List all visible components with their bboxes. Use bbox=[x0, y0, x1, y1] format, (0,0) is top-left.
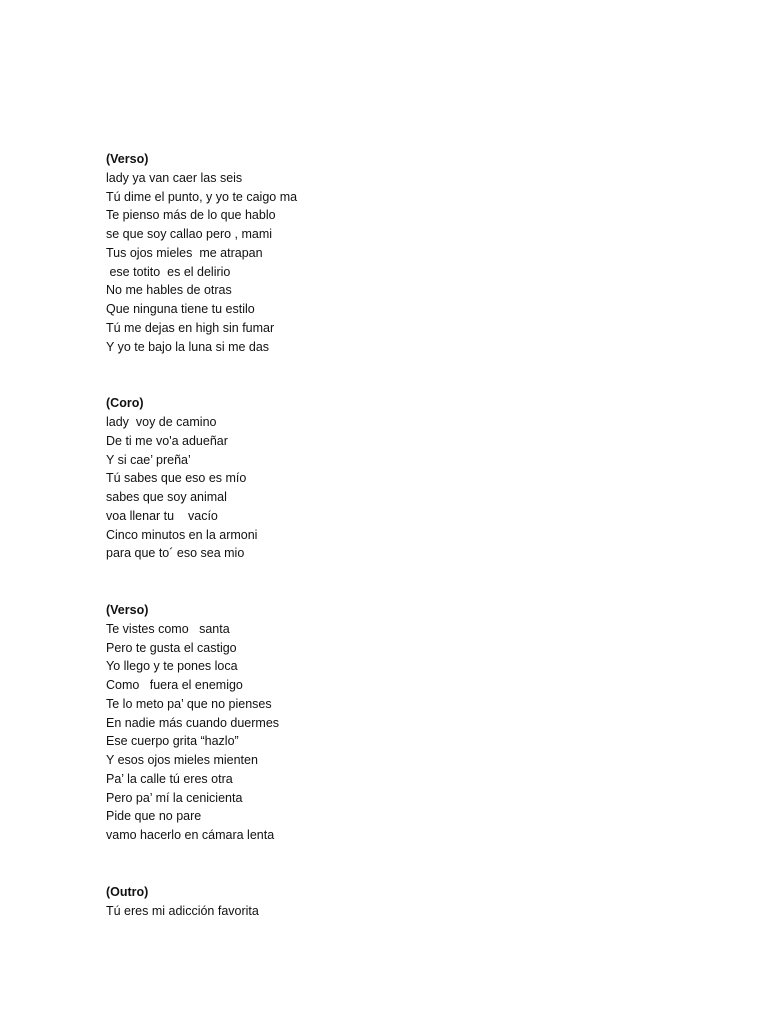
lyric-line: Tus ojos mieles me atrapan bbox=[106, 245, 263, 260]
section-heading: (Verso) bbox=[106, 603, 149, 617]
section-heading: (Outro) bbox=[106, 884, 149, 899]
section-spacer bbox=[106, 845, 706, 883]
section-heading: (Verso) bbox=[106, 152, 149, 166]
section-spacer bbox=[106, 356, 706, 394]
lyric-line: Tú sabes que eso es mío bbox=[106, 471, 247, 486]
lyric-line: lady ya van caer las seis bbox=[106, 170, 243, 185]
lyric-line: Pero pa’ mí la cenicienta bbox=[106, 790, 243, 805]
lyric-line: Tú me dejas en high sin fumar bbox=[106, 320, 275, 335]
lyric-line: Pa’ la calle tú eres otra bbox=[106, 771, 233, 786]
lyric-line: Y esos ojos mieles mienten bbox=[106, 753, 258, 767]
lyric-line: Te vistes como santa bbox=[106, 621, 230, 636]
lyric-line: Como fuera el enemigo bbox=[106, 678, 243, 692]
lyric-line: Pide que no pare bbox=[106, 809, 202, 824]
lyric-line: Y yo te bajo la luna si me das bbox=[106, 339, 270, 354]
lyric-line: Te pienso más de lo que hablo bbox=[106, 208, 276, 223]
lyric-line: No me hables de otras bbox=[106, 283, 232, 298]
lyrics-section-chorus bbox=[106, 394, 706, 563]
lyric-line: lady voy de camino bbox=[106, 415, 217, 429]
section-heading: (Coro) bbox=[106, 396, 144, 411]
lyric-line: Cinco minutos en la armoni bbox=[106, 527, 258, 542]
lyric-line: sabes que soy animal bbox=[106, 490, 227, 504]
lyric-line: voa llenar tu vacío bbox=[106, 508, 218, 523]
lyric-line: se que soy callao pero , mami bbox=[106, 227, 273, 241]
lyric-line: Tú dime el punto, y yo te caigo ma bbox=[106, 189, 298, 204]
lyric-line: Pero te gusta el castigo bbox=[106, 640, 237, 655]
lyric-line: vamo hacerlo en cámara lenta bbox=[106, 828, 275, 842]
document-page bbox=[106, 150, 706, 920]
lyrics-section-verse-1 bbox=[106, 150, 706, 356]
lyric-line: Que ninguna tiene tu estilo bbox=[106, 302, 255, 316]
lyric-line: Tú eres mi adicción favorita bbox=[106, 903, 259, 918]
lyrics-section-verse-2 bbox=[106, 601, 706, 845]
lyric-line: Yo llego y te pones loca bbox=[106, 659, 238, 674]
lyric-line: Ese cuerpo grita “hazlo” bbox=[106, 734, 239, 749]
section-spacer bbox=[106, 563, 706, 601]
lyric-line: Y si cae’ preña’ bbox=[106, 452, 191, 467]
lyric-line: para que to´ eso sea mio bbox=[106, 546, 245, 561]
lyric-line: Te lo meto pa’ que no pienses bbox=[106, 696, 272, 711]
lyrics-section-outro bbox=[106, 883, 706, 921]
lyric-line: En nadie más cuando duermes bbox=[106, 715, 280, 730]
lyric-line: ese totito es el delirio bbox=[106, 264, 231, 279]
lyric-line: De ti me vo'a adueñar bbox=[106, 433, 228, 448]
